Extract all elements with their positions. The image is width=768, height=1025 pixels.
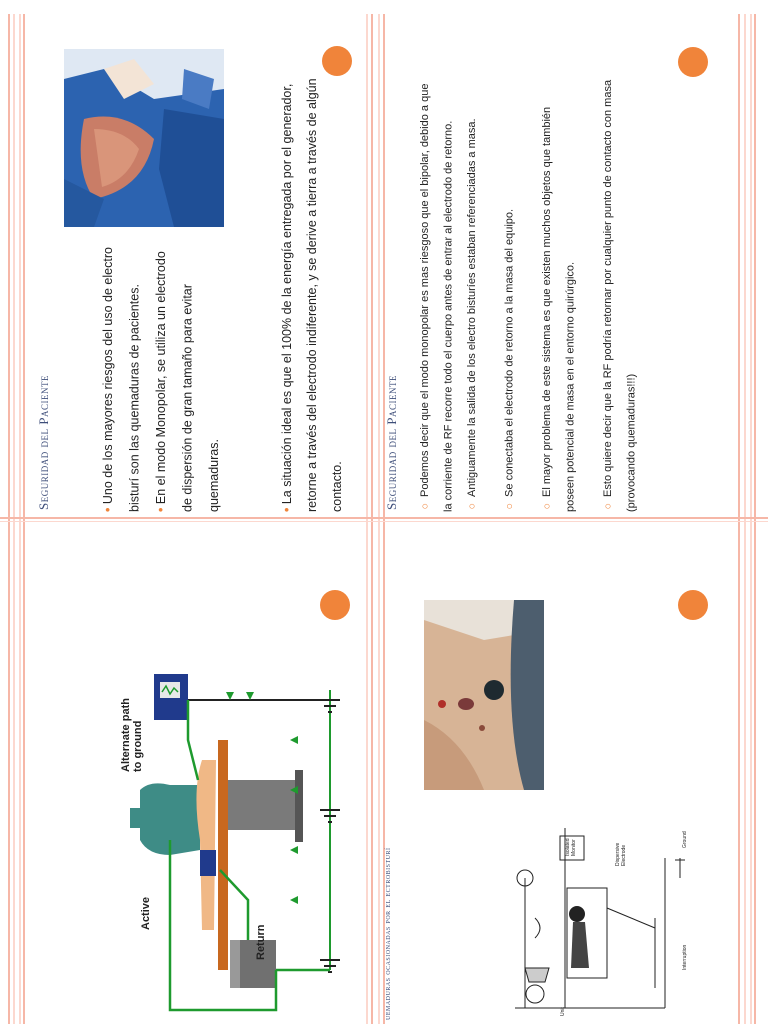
band-line [750, 14, 752, 1024]
slide-separator [0, 517, 768, 519]
surgery-photo [64, 49, 224, 227]
list-item: ○ El mayor problema de este sistema es que existen muchos objetos que también poseen potencial de masa en el entorno quirúrgico. [541, 106, 577, 512]
band-line [371, 14, 373, 1024]
slide-title: Seguridad del Paciente [384, 375, 399, 510]
schematic-label: Unit [560, 1007, 566, 1016]
list-item: • Uno de los mayores riesgos del uso de electro bisturí son las quemaduras de pacientes. [101, 247, 142, 512]
list-item: • En el modo Monopolar, se utiliza un electrodo de dispersión de gran tamaño para evitar quemaduras. [154, 251, 221, 512]
band-line [744, 14, 746, 1024]
top-bullet-item [275, 76, 350, 512]
schematic-label: Ground [682, 831, 688, 848]
slide-separator [0, 521, 768, 522]
mid-bullet-list [414, 76, 644, 512]
list-item: ○ Se conectaba el electrodo de retorno a la masa del equipo. [503, 208, 516, 512]
circuit-schematic [505, 818, 695, 1018]
list-item: ○ Antiguamente la salida de los electro bisturíes estaban referenciadas a masa. [466, 118, 478, 512]
label-return: Return [255, 924, 267, 960]
accent-dot [678, 47, 708, 77]
list-item: • La situación ideal es que el 100% de la energía entregada por el generador, retorne a través del electrodo indiferente, y se derive a tierra a través de algún contacto. [280, 78, 344, 512]
accent-dot [322, 46, 352, 76]
band-line [8, 14, 10, 1024]
band-line [366, 14, 368, 1024]
top-bullet-list [95, 242, 228, 512]
list-item: ○ Esto quiere decir que la RF podría retornar por cualquier punto de contacto con masa (provocando quemaduras!!!) [602, 79, 638, 512]
schematic-label: Interruption [682, 944, 688, 970]
return-path-diagram [130, 640, 350, 1020]
list-item: ○ Podemos decir que el modo monopolar es mas riesgoso que el bipolar, debido a que la corriente de RF recorre todo el cuerpo antes de entrar al electrodo de retorno. [419, 83, 455, 512]
slide-title: Seguridad del Paciente [36, 375, 51, 510]
band-line [13, 14, 15, 1024]
burn-photo [424, 600, 544, 790]
accent-dot [678, 590, 708, 620]
label-active: Active [140, 896, 152, 930]
label-alternate-path: Alternate path to ground [120, 698, 144, 772]
band-line [738, 14, 740, 1024]
band-line [754, 14, 756, 1024]
slide-title: uemaduras ocasionadas por el ectrobisturí [382, 847, 392, 1020]
schematic-label: Isolated Monitor [565, 838, 577, 856]
accent-dot [320, 590, 350, 620]
band-line [378, 14, 380, 1024]
schematic-label: Dispersive Electrode [615, 842, 627, 866]
band-line [19, 14, 21, 1024]
band-line [23, 14, 25, 1024]
